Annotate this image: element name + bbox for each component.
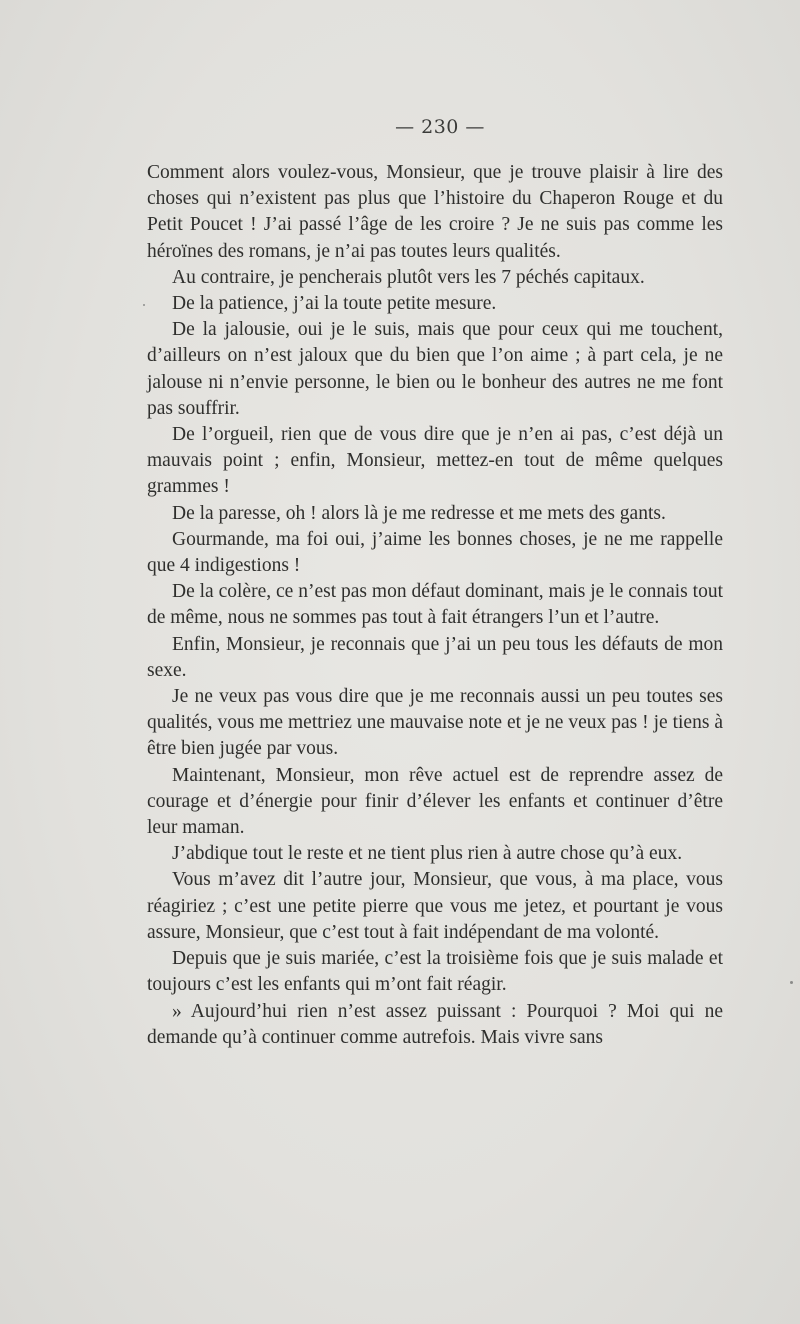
paragraph: Vous m’avez dit l’autre jour, Monsieur, que vous, à ma place, vous réagiriez ; c’est une petite pierre que vous me jetez, et pourtant je vous assure, Monsieur, que c’est tout à fait indépendant de ma volonté. — [147, 869, 723, 943]
paragraph: Depuis que je suis mariée, c’est la troisième fois que je suis malade et toujours c’est les enfants qui m’ont fait réagir. — [147, 948, 723, 996]
paper-speck — [790, 981, 793, 984]
paper-speck — [143, 304, 145, 306]
paragraph: » Aujourd’hui rien n’est assez puissant : Pourquoi ? Moi qui ne demande qu’à continuer comme autrefois. Mais vivre sans — [147, 1000, 723, 1048]
paragraph: De la colère, ce n’est pas mon défaut dominant, mais je le connais tout de même, nous ne sommes pas tout à fait étrangers l’un et l’autre. — [147, 581, 723, 629]
paragraph: De la patience, j’ai la toute petite mesure. — [172, 293, 497, 315]
paragraph: Gourmande, ma foi oui, j’aime les bonnes choses, je ne me rappelle que 4 indigestions ! — [147, 528, 723, 577]
paragraph: Je ne veux pas vous dire que je me reconnais aussi un peu toutes ses qualités, vous me mettriez une mauvaise note et je ne veux pas ! je tiens à être bien jugée par vous. — [147, 686, 723, 760]
paragraph: J’abdique tout le reste et ne tient plus rien à autre chose qu’à eux. — [172, 843, 683, 865]
body-text — [147, 160, 723, 1051]
paragraph: Maintenant, Monsieur, mon rêve actuel est de reprendre assez de courage et d’énergie pour finir d’élever les enfants et continuer d’être leur maman. — [147, 764, 723, 839]
paragraph: Comment alors voulez-vous, Monsieur, que je trouve plaisir à lire des choses qui n’existent pas plus que l’histoire du Chaperon Rouge et du Petit Poucet ! J’ai passé l’âge de les croire ? Je ne suis pas comme les héroïnes des romans, je n’ai pas toutes leurs qualités. — [147, 162, 723, 262]
paragraph: De la paresse, oh ! alors là je me redresse et me mets des gants. — [172, 502, 666, 524]
paragraph: De l’orgueil, rien que de vous dire que je n’en ai pas, c’est déjà un mauvais point ; enfin, Monsieur, mettez-en tout de même quelques grammes ! — [147, 424, 723, 498]
paragraph: Au contraire, je pencherais plutôt vers les 7 péchés capitaux. — [172, 266, 645, 288]
paragraph: Enfin, Monsieur, je reconnais que j’ai un peu tous les défauts de mon sexe. — [147, 633, 723, 681]
page-number: — 230 — — [395, 116, 485, 138]
paragraph: De la jalousie, oui je le suis, mais que pour ceux qui me touchent, d’ailleurs on n’est jaloux que du bien que l’on aime ; à part cela, je ne jalouse ni n’envie personne, le bien ou le bonheur des autres ne me font pas souffrir. — [147, 319, 723, 419]
